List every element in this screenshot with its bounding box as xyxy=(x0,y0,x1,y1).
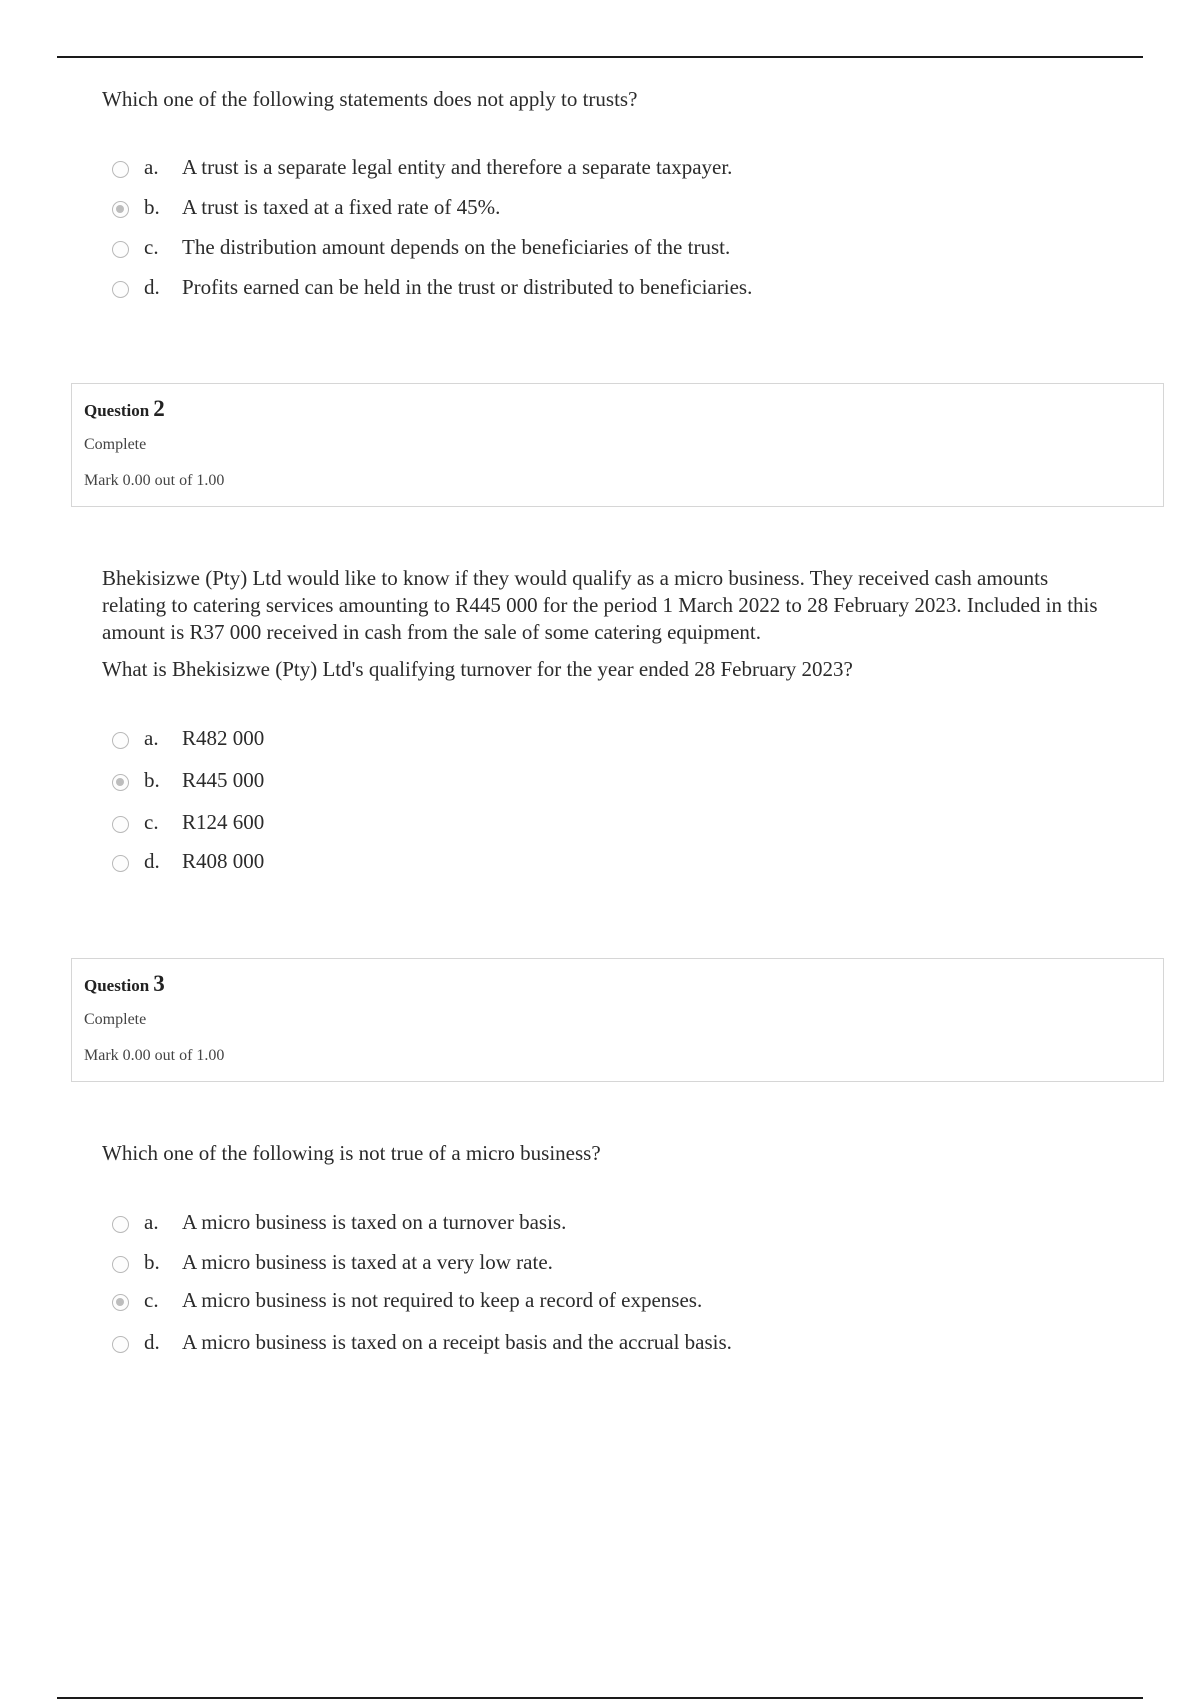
option-text: Profits earned can be held in the trust or distributed to beneficiaries. xyxy=(182,274,753,299)
question-2-option-c[interactable] xyxy=(112,807,264,837)
option-letter: b. xyxy=(144,1249,160,1274)
question-1-option-d[interactable] xyxy=(112,272,752,302)
option-letter: d. xyxy=(144,848,160,873)
question-2-option-a[interactable] xyxy=(112,723,264,753)
question-2-text xyxy=(102,565,1112,693)
option-letter: d. xyxy=(144,274,160,299)
question-2-state: Complete xyxy=(84,436,147,453)
radio-button[interactable] xyxy=(112,732,129,749)
radio-button-selected[interactable] xyxy=(112,201,129,218)
question-3-title xyxy=(84,971,165,997)
question-label: Question xyxy=(84,976,150,995)
radio-button[interactable] xyxy=(112,1256,129,1273)
question-2-prompt: What is Bhekisizwe (Pty) Ltd's qualifying turnover for the year ended 28 February 2023? xyxy=(102,657,853,681)
question-2-option-b[interactable] xyxy=(112,765,264,795)
question-3-option-a[interactable] xyxy=(112,1207,566,1237)
option-letter: a. xyxy=(144,154,159,179)
radio-button[interactable] xyxy=(112,1336,129,1353)
radio-button[interactable] xyxy=(112,241,129,258)
radio-button[interactable] xyxy=(112,281,129,298)
option-text: R445 000 xyxy=(182,767,265,792)
question-number: 3 xyxy=(153,971,165,996)
option-letter: d. xyxy=(144,1329,160,1354)
question-2-title xyxy=(84,396,165,422)
option-letter: c. xyxy=(144,234,159,259)
option-letter: c. xyxy=(144,809,159,834)
option-letter: b. xyxy=(144,767,160,792)
question-3-text xyxy=(102,1140,1112,1177)
question-3-info-box xyxy=(71,958,1164,1082)
question-2-paragraph: Bhekisizwe (Pty) Ltd would like to know if they would qualify as a micro business. They received cash amounts relating to catering services amounting to R445 000 for the period 1 March 2022 to 28 February 2023. Included in this amount is R37 000 received in cash from the sale of some catering equipment. xyxy=(102,566,1098,644)
question-1-text xyxy=(102,86,1112,123)
question-3-option-c[interactable] xyxy=(112,1285,702,1315)
radio-button[interactable] xyxy=(112,161,129,178)
question-number: 2 xyxy=(153,396,165,421)
option-letter: a. xyxy=(144,1209,159,1234)
radio-button[interactable] xyxy=(112,816,129,833)
option-text: A micro business is taxed on a turnover basis. xyxy=(182,1209,567,1234)
question-2-info-box xyxy=(71,383,1164,507)
option-text: A micro business is taxed at a very low rate. xyxy=(182,1249,553,1274)
option-text: A trust is a separate legal entity and therefore a separate taxpayer. xyxy=(182,154,733,179)
question-3-option-b[interactable] xyxy=(112,1247,553,1277)
option-text: The distribution amount depends on the beneficiaries of the trust. xyxy=(182,234,731,259)
option-text: R124 600 xyxy=(182,809,265,834)
option-letter: a. xyxy=(144,725,159,750)
top-divider xyxy=(57,56,1143,58)
radio-button[interactable] xyxy=(112,855,129,872)
option-letter: b. xyxy=(144,194,160,219)
question-3-prompt: Which one of the following is not true of a micro business? xyxy=(102,1141,601,1165)
option-letter: c. xyxy=(144,1287,159,1312)
option-text: R482 000 xyxy=(182,725,265,750)
question-1-prompt: Which one of the following statements does not apply to trusts? xyxy=(102,87,638,111)
question-2-mark: Mark 0.00 out of 1.00 xyxy=(84,472,225,489)
question-label: Question xyxy=(84,401,150,420)
bottom-divider xyxy=(57,1697,1143,1699)
option-text: R408 000 xyxy=(182,848,265,873)
question-3-mark: Mark 0.00 out of 1.00 xyxy=(84,1047,225,1064)
question-3-state: Complete xyxy=(84,1011,147,1028)
option-text: A trust is taxed at a fixed rate of 45%. xyxy=(182,194,501,219)
question-1-option-b[interactable] xyxy=(112,192,500,222)
option-text: A micro business is not required to keep a record of expenses. xyxy=(182,1287,703,1312)
radio-button-selected[interactable] xyxy=(112,1294,129,1311)
question-1-option-c[interactable] xyxy=(112,232,730,262)
option-text: A micro business is taxed on a receipt basis and the accrual basis. xyxy=(182,1329,732,1354)
question-2-option-d[interactable] xyxy=(112,846,264,876)
question-1-option-a[interactable] xyxy=(112,152,732,182)
radio-button[interactable] xyxy=(112,1216,129,1233)
radio-button-selected[interactable] xyxy=(112,774,129,791)
question-3-option-d[interactable] xyxy=(112,1327,732,1357)
